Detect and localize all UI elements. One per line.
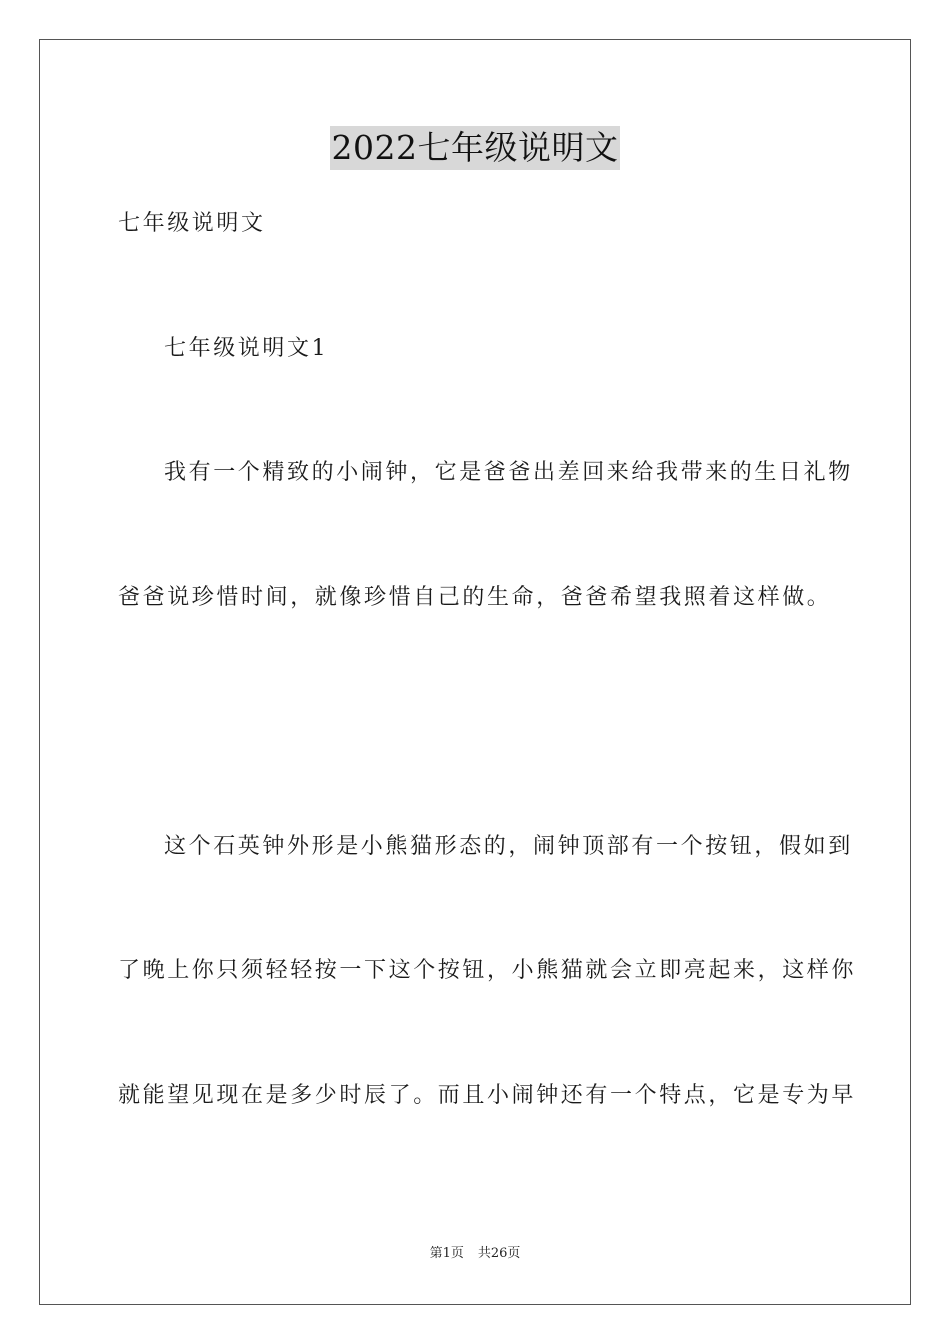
page-footer (0, 1245, 950, 1263)
paragraph-2-line-3: 就能望见现在是多少时辰了。而且小闹钟还有一个特点，它是专为早 (118, 1083, 857, 1108)
document-subtitle: 七年级说明文 (118, 211, 266, 236)
paragraph-2-line-2: 了晚上你只须轻轻按一下这个按钮，小熊猫就会立即亮起来，这样你 (118, 958, 857, 983)
page-number: 第1页 (429, 1246, 464, 1261)
paragraph-1-line-2: 爸爸说珍惜时间，就像珍惜自己的生命，爸爸希望我照着这样做。 (118, 585, 832, 610)
document-title: 2022七年级说明文 (330, 126, 621, 170)
section-heading: 七年级说明文1 (164, 336, 329, 361)
paragraph-2-line-1: 这个石英钟外形是小熊猫形态的，闹钟顶部有一个按钮，假如到 (164, 834, 853, 859)
paragraph-1-line-1: 我有一个精致的小闹钟，它是爸爸出差回来给我带来的生日礼物 (164, 460, 853, 485)
page-total: 共26页 (477, 1246, 521, 1261)
title-container (0, 126, 950, 170)
